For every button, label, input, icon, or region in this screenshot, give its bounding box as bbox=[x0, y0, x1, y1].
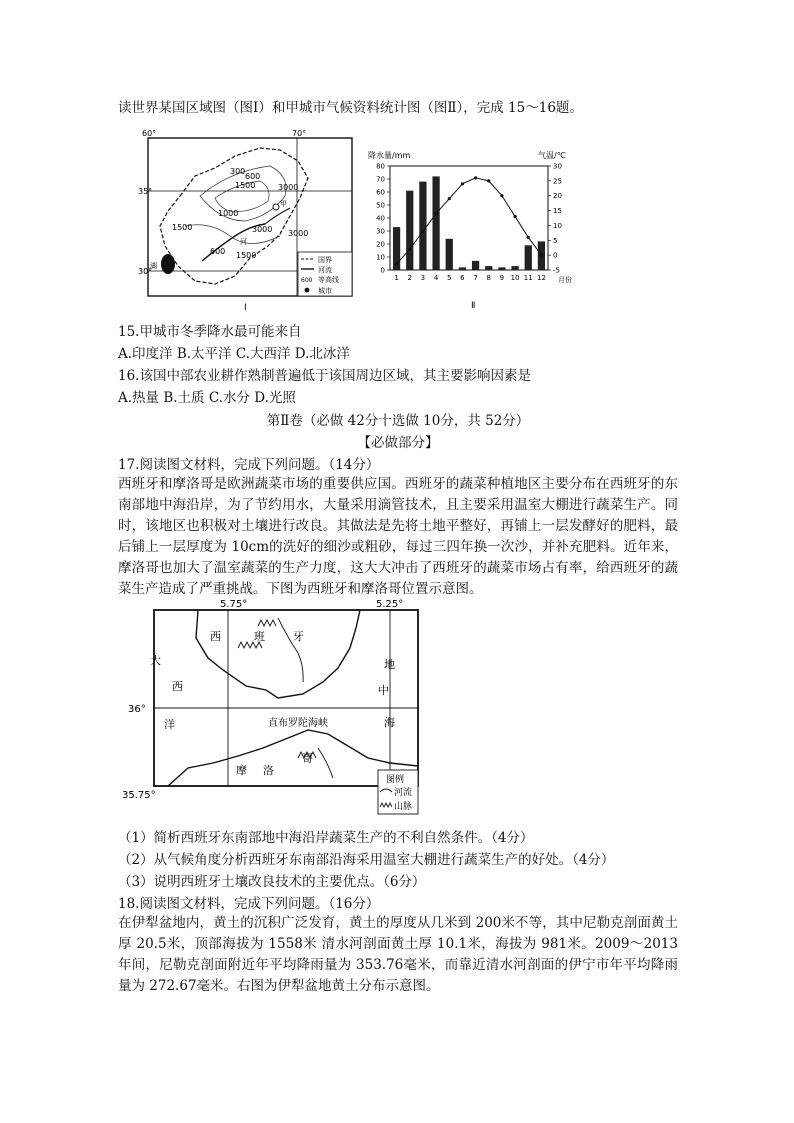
mountain-symbol bbox=[258, 620, 276, 626]
temperature-point bbox=[500, 194, 503, 197]
atlantic-char: 洋 bbox=[164, 718, 175, 731]
morocco-char: 摩 bbox=[236, 764, 247, 777]
y-tick-label: 40 bbox=[376, 214, 385, 223]
y2-tick-label: 30 bbox=[553, 162, 562, 171]
x-tick-label: 12 bbox=[536, 274, 546, 282]
temperature-point bbox=[408, 248, 411, 251]
precip-bar bbox=[472, 261, 479, 270]
question-16-options: A.热量 B.土质 C.水分 D.光照 bbox=[118, 390, 296, 406]
x-tick-label: 7 bbox=[473, 274, 478, 282]
contour-value: 600 bbox=[210, 247, 226, 256]
legend-contour-value: 600 bbox=[301, 277, 313, 284]
precip-bar bbox=[446, 239, 453, 270]
temperature-point bbox=[540, 254, 543, 257]
map2-frame bbox=[154, 610, 418, 786]
left-axis-title: 降水量/mm bbox=[368, 151, 411, 160]
y2-tick-label: 0 bbox=[553, 251, 558, 260]
precip-bar bbox=[419, 182, 426, 270]
y-tick-label: 0 bbox=[380, 266, 385, 275]
contour-value: 1500 bbox=[235, 181, 256, 190]
question-15-options: A.印度洋 B.太平洋 C.大西洋 D.北冰洋 bbox=[118, 346, 350, 362]
x-tick-label: 1 bbox=[394, 274, 399, 282]
contour-value: 1500 bbox=[172, 223, 193, 232]
temperature-point bbox=[395, 262, 398, 265]
city-label: 甲 bbox=[280, 200, 287, 208]
y2-tick-label: 20 bbox=[553, 192, 562, 201]
x-tick-label: 4 bbox=[433, 274, 439, 282]
map1-lat-bottom: 30° bbox=[138, 267, 153, 276]
med-char: 地 bbox=[384, 658, 395, 671]
contour-value: 1500 bbox=[236, 251, 257, 260]
precip-bar bbox=[511, 266, 518, 270]
x-tick-label: 10 bbox=[510, 274, 520, 282]
temperature-point bbox=[513, 215, 516, 218]
map2-lon-left: 5.75° bbox=[220, 599, 248, 610]
map1-lon-right: 70° bbox=[292, 129, 307, 138]
x-tick-label: 5 bbox=[447, 274, 452, 282]
question-17-3: （3）说明西班牙土壤改良技术的主要优点。（6分） bbox=[118, 874, 426, 890]
y2-tick-label: 10 bbox=[553, 221, 562, 230]
climate-chart bbox=[368, 148, 580, 312]
y2-tick-label: 15 bbox=[553, 207, 562, 216]
precip-bar bbox=[485, 266, 492, 270]
med-char: 中 bbox=[378, 684, 389, 697]
temperature-point bbox=[421, 230, 424, 233]
city-marker bbox=[273, 204, 279, 210]
y-tick-label: 50 bbox=[376, 201, 385, 210]
temperature-point bbox=[461, 182, 464, 185]
x-tick-label: 8 bbox=[486, 274, 491, 282]
question-18-passage: 在伊犁盆地内，黄土的沉积广泛发育，黄土的厚度从几米到 200米不等，其中尼勒克剖面黄土厚 20.5米，顶部海拔为 1558米 清水河剖面黄土厚 10.1米，海拔为 981米。2009～2013年间，尼勒克剖面附近年平均降雨量为 353.76毫米，而靠近清水河剖面的伊宁市年平均降雨量为 272.67毫米。右图为伊犁盆地黄土分布示意图。 bbox=[118, 915, 678, 994]
contour-value: 600 bbox=[245, 172, 261, 181]
atlantic-char: 大 bbox=[150, 654, 161, 667]
y2-tick-label: -5 bbox=[553, 266, 560, 275]
question-16: 16.该国中部农业耕作熟制普遍低于该国周边区域，其主要影响因素是 bbox=[118, 368, 531, 384]
contour-value: 1000 bbox=[218, 209, 239, 218]
lake-label: 湖 bbox=[150, 262, 157, 270]
river-label: 河 bbox=[240, 238, 247, 246]
region-map-figure bbox=[140, 126, 360, 312]
strait-label: 直布罗陀海峡 bbox=[268, 718, 328, 729]
question-17-2: （2）从气候角度分析西班牙东南部沿海采用温室大棚进行蔬菜生产的好处。（4分） bbox=[118, 852, 615, 868]
y-tick-label: 80 bbox=[376, 162, 385, 171]
river-line bbox=[318, 748, 333, 778]
spain-morocco-map bbox=[122, 598, 428, 820]
right-axis-title: 气温/℃ bbox=[538, 151, 566, 160]
contour-value: 3000 bbox=[278, 183, 299, 192]
spain-char: 西 bbox=[210, 630, 221, 643]
map2-legend-mountain: 山脉 bbox=[394, 802, 413, 812]
section-subtitle: 【必做部分】 bbox=[357, 435, 439, 451]
contour-value: 3000 bbox=[288, 229, 309, 238]
lake-shape bbox=[161, 254, 175, 274]
x-tick-label: 11 bbox=[523, 274, 533, 282]
y2-tick-label: 5 bbox=[553, 236, 558, 245]
x-axis-label: 月份 bbox=[558, 276, 572, 284]
temperature-point bbox=[487, 179, 490, 182]
plot-frame bbox=[390, 166, 548, 270]
temperature-line bbox=[397, 178, 542, 264]
spain-coast bbox=[196, 610, 360, 698]
spain-char: 牙 bbox=[293, 630, 304, 643]
map2-lat-top: 36° bbox=[128, 704, 146, 715]
y-tick-label: 30 bbox=[376, 227, 385, 236]
y-tick-label: 70 bbox=[376, 175, 385, 184]
legend-border: 国界 bbox=[318, 256, 332, 264]
temperature-point bbox=[474, 176, 477, 179]
question-17-passage: 西班牙和摩洛哥是欧洲蔬菜市场的重要供应国。西班牙的蔬菜种植地区主要分布在西班牙的东南部地中海沿岸，为了节约用水，大量采用滴管技术，且主要采用温室大棚进行蔬菜生产。同时，该地区也积极对土壤进行改良。其做法是先将土地平整好，再铺上一层发酵好的肥料，最后铺上一层厚度为 10cm的洗好的细沙或粗砂，每过三四年换一次沙，并补充肥料。近年来，摩洛哥也加大了温室蔬菜的生产力度，这大大冲击了西班牙的蔬菜市场占有率，给西班牙的蔬菜生产造成了严重挑战。下图为西班牙和摩洛哥位置示意图。 bbox=[118, 476, 678, 597]
x-tick-label: 9 bbox=[499, 274, 505, 282]
map2-lat-bottom: 35.75° bbox=[122, 790, 156, 801]
morocco-char: 哥 bbox=[302, 752, 313, 765]
map1-caption: Ⅰ bbox=[244, 303, 247, 313]
contour-value: 300 bbox=[230, 167, 246, 176]
map1-lat-top: 35° bbox=[138, 187, 153, 196]
map1-lon-left: 60° bbox=[142, 129, 157, 138]
med-char: 海 bbox=[384, 716, 395, 729]
precip-bar bbox=[525, 245, 532, 270]
temperature-point bbox=[434, 212, 437, 215]
contour-value: 3000 bbox=[252, 225, 273, 234]
river-line bbox=[278, 618, 303, 682]
temperature-point bbox=[527, 236, 530, 239]
precip-bar bbox=[498, 267, 505, 270]
x-tick-label: 2 bbox=[407, 274, 412, 282]
legend-river: 河流 bbox=[318, 266, 332, 274]
precip-bar bbox=[459, 267, 466, 270]
y-tick-label: 60 bbox=[376, 188, 385, 197]
intro-text: 读世界某国区域图（图Ⅰ）和甲城市气候资料统计图（图Ⅱ），完成 15～16题。 bbox=[118, 100, 583, 116]
x-tick-label: 6 bbox=[460, 274, 465, 282]
question-18-heading: 18.阅读图文材料，完成下列问题。（16分） bbox=[118, 896, 380, 912]
legend-contour: 等高线 bbox=[318, 276, 339, 284]
temperature-point bbox=[448, 197, 451, 200]
y-tick-label: 10 bbox=[376, 253, 385, 262]
spain-char: 班 bbox=[254, 630, 265, 643]
map2-legend-title: 图例 bbox=[386, 775, 405, 785]
atlantic-char: 西 bbox=[172, 680, 183, 693]
y-tick-label: 20 bbox=[376, 240, 385, 249]
question-17-heading: 17.阅读图文材料，完成下列问题。（14分） bbox=[118, 457, 380, 473]
chart-caption: Ⅱ bbox=[471, 301, 476, 311]
question-15: 15.甲城市冬季降水最可能来自 bbox=[118, 324, 302, 340]
map2-lon-right: 5.25° bbox=[376, 599, 404, 610]
y2-tick-label: 25 bbox=[553, 177, 562, 186]
question-17-1: （1）简析西班牙东南部地中海沿岸蔬菜生产的不利自然条件。（4分） bbox=[118, 830, 534, 846]
map2-legend-river: 河流 bbox=[394, 788, 413, 798]
legend-city: 城市 bbox=[318, 287, 332, 295]
section-title: 第Ⅱ卷（必做 42分十选做 10分，共 52分） bbox=[266, 413, 530, 429]
x-tick-label: 3 bbox=[420, 274, 426, 282]
precip-bar bbox=[432, 176, 439, 270]
morocco-char: 洛 bbox=[263, 764, 274, 777]
precip-bar bbox=[406, 191, 413, 270]
